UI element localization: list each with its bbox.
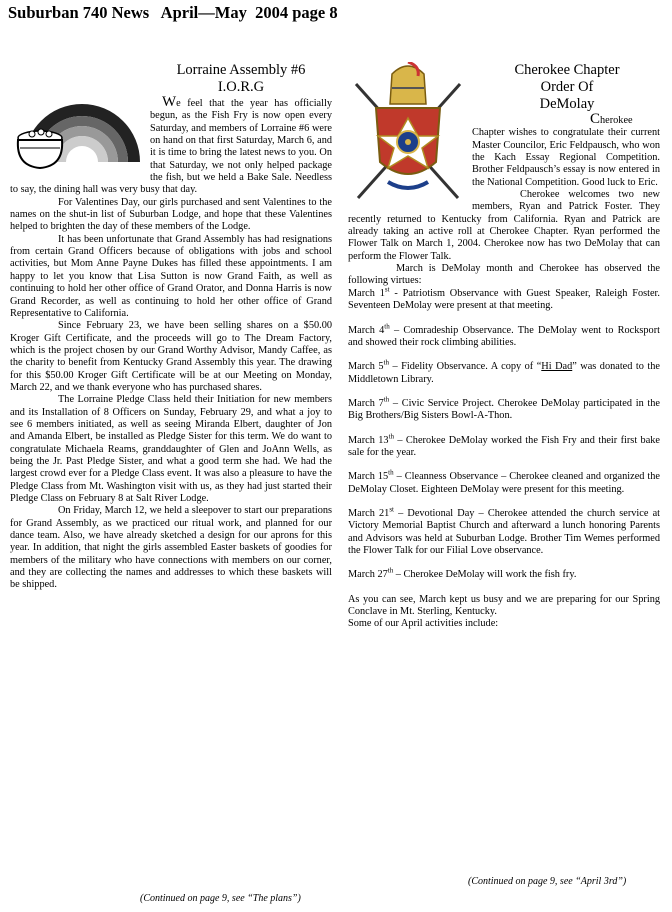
page-header: Suburban 740 News April—May 2004 page 8 bbox=[8, 3, 338, 22]
cherokee-paragraph: Cherokee welcomes two new members, Ryan and Patrick Foster. They recently returned to Kentucky from California. Ryan and Patrick are already taking an active roll at Cherokee Chapter. Ryan performed the Flower Talk on March 1, 2004. Cherokee now has two DeMolay that can perform the Flower Talk. bbox=[348, 189, 660, 262]
drop-cap: C bbox=[590, 111, 601, 127]
ordinal-suffix: th bbox=[388, 468, 394, 477]
event-item bbox=[348, 432, 660, 460]
event-text: - Patriotism Observance with Guest Speaker, Raleigh Foster. Seventeen DeMolay were present at that meeting. bbox=[348, 287, 660, 312]
cherokee-paragraph: March is DeMolay month and Cherokee has observed the following virtues: bbox=[348, 263, 660, 287]
event-date: March 5 bbox=[348, 361, 384, 373]
event-text: – Devotional Day – Cherokee attended the church service at Victory Memorial Baptist Church and afterward a lunch honoring Parents and Advisors was held at Suburban Lodge. Brother Tim Wemes performed the Flower Talk for our Filial Love observance. bbox=[348, 507, 660, 556]
event-item bbox=[348, 285, 660, 313]
cherokee-subtitle-1: Order Of bbox=[540, 79, 594, 95]
ordinal-suffix: st bbox=[389, 505, 394, 514]
event-date: March 27 bbox=[348, 569, 388, 581]
lorraine-paragraph: Since February 23, we have been selling shares on a $50.00 Kroger Gift Certificate, and the proceeds will go to The Dream Factory, which is the project chosen by our Grand Worthy Advisor, Mandy Caffee, as the charity to benefit from Kentucky Grand Assembly this year. The drawing for this $50.00 Kroger Gift Certificate will be at our Meeting on Monday, March 22, and we thank everyone who has purchased shares. bbox=[10, 320, 332, 393]
lorraine-paragraph: The Lorraine Pledge Class held their Initiation for new members and its Installation of 8 Officers on Sunday, February 29, and what a joy to see 6 members initiated, as well as seeing Miranda Elbert, daughter of Jon and Amanda Elbert, be installed as Pledge Sister for this term. We do want to congratulate Michaela Reams, granddaughter of Glen and JoAnn Wells, as being the Jr. Past Pledge Sister, and what a good term she had. We had the largest crowd ever for a Pledge Class event. It was also a pleasure to have the Pledge Class from Mt. Washington visit with us, as they had just started their Pledge Class on February 8 at Salt River Lodge. bbox=[10, 394, 332, 504]
demolay-emblem-image bbox=[348, 62, 468, 212]
lorraine-title: Lorraine Assembly #6 bbox=[176, 62, 306, 78]
event-item bbox=[348, 566, 660, 581]
event-date: March 15 bbox=[348, 471, 389, 483]
event-date: March 7 bbox=[348, 397, 384, 409]
event-item bbox=[348, 395, 660, 423]
event-text: ” was donated to the Middletown Library. bbox=[348, 361, 660, 385]
event-item bbox=[348, 505, 660, 557]
paragraph-text: e feel that the year has officially begun, as the Fish Fry is now open every Saturday, and members of Lorraine #6 were on hand on that first Saturday, March 6, and it is time to bring the latest news to you. On that Saturday, we not only helped package the fish, but we held a Bake Sale. Needless to say, the dining hall was very busy that day. bbox=[10, 98, 332, 196]
event-text: – Cherokee DeMolay will work the fish fry. bbox=[393, 569, 577, 581]
event-text: – Cleanness Observance – Cherokee cleaned and organized the DeMolay Closet. Eighteen DeMolay were present for this meeting. bbox=[348, 471, 660, 495]
book-title: Hi Dad bbox=[541, 361, 573, 373]
drop-cap: W bbox=[162, 94, 177, 110]
event-item bbox=[348, 358, 660, 386]
lorraine-paragraph: On Friday, March 12, we held a sleepover to start our preparations for Grand Assembly, as we practiced our ritual work, and planned for our dance team. Also, we have already sketched a design for our aprons for this year. In addition, that night the girls assembled Easter baskets of goodies for members of the military who have connections with members on our corner, and they are collecting the names and addresses to which these baskets will be shipped. bbox=[10, 505, 332, 591]
event-text: – Comradeship Observance. The DeMolay went to Rocksport and showed their rock climbing abilities. bbox=[348, 324, 660, 348]
ordinal-suffix: th bbox=[383, 395, 390, 404]
event-item bbox=[348, 468, 660, 496]
closing-paragraph: Some of our April activities include: bbox=[348, 618, 499, 630]
event-date: March 21 bbox=[348, 507, 390, 519]
lorraine-paragraph: For Valentines Day, our girls purchased and sent Valentines to the names on the shut-in list of Suburban Lodge, and hope that these Valentines helped to brighten the day of these members of the Lodge. bbox=[10, 196, 332, 233]
ordinal-suffix: th bbox=[384, 322, 390, 331]
lorraine-subtitle: I.O.R.G bbox=[217, 79, 265, 95]
cherokee-subtitle-2: DeMolay bbox=[539, 96, 595, 112]
lorraine-article bbox=[10, 62, 332, 592]
ordinal-suffix: th bbox=[383, 358, 389, 367]
event-date: March 13 bbox=[348, 434, 389, 446]
closing-paragraph: As you can see, March kept us busy and we are preparing for our Spring Conclave in Mt. Sterling, Kentucky. bbox=[348, 593, 660, 617]
event-text: – Civic Service Project. Cherokee DeMolay participated in the Big Brothers/Big Sisters Bowl-A-Thon. bbox=[348, 397, 660, 422]
paragraph-text: herokee Chapter wishes to congratulate their current Master Councilor, Eric Feldpausch, who won the Kach Essay Regional Competition. Brother Feldpausch’s essay is now entered in the National Competition. Good luck to Eric. bbox=[472, 115, 660, 188]
ordinal-suffix: th bbox=[387, 566, 394, 575]
event-text: – Cherokee DeMolay worked the Fish Fry and their first bake sale for the year. bbox=[348, 434, 660, 458]
rainbow-pot-of-gold-image bbox=[10, 62, 146, 174]
event-item bbox=[348, 322, 660, 350]
cherokee-title: Cherokee Chapter bbox=[514, 62, 620, 78]
cherokee-article bbox=[348, 62, 660, 631]
event-text: – Fidelity Observance. A copy of “ bbox=[388, 361, 542, 373]
cherokee-continued-note: (Continued on page 9, see “April 3rd”) bbox=[468, 876, 627, 887]
event-date: March 4 bbox=[348, 324, 385, 336]
lorraine-paragraph: It has been unfortunate that Grand Assembly has had resignations from certain Grand Officers because of obligations with jobs and school activities, but Mom Anne Payne Dukes has filled these appointments. I am happy to let you know that Lisa Sutton is now Grand Faith, as well as continuing to hold her other office of Grand Orator, and Donna Harris is now Grand Recorder, as well as continuing to hold her other office of Grand Representative to California. bbox=[10, 233, 332, 319]
ordinal-suffix: st bbox=[384, 285, 390, 294]
lorraine-continued-note: (Continued on page 9, see “The plans”) bbox=[140, 893, 301, 904]
ordinal-suffix: th bbox=[388, 432, 395, 441]
event-date: March 1 bbox=[348, 287, 385, 299]
